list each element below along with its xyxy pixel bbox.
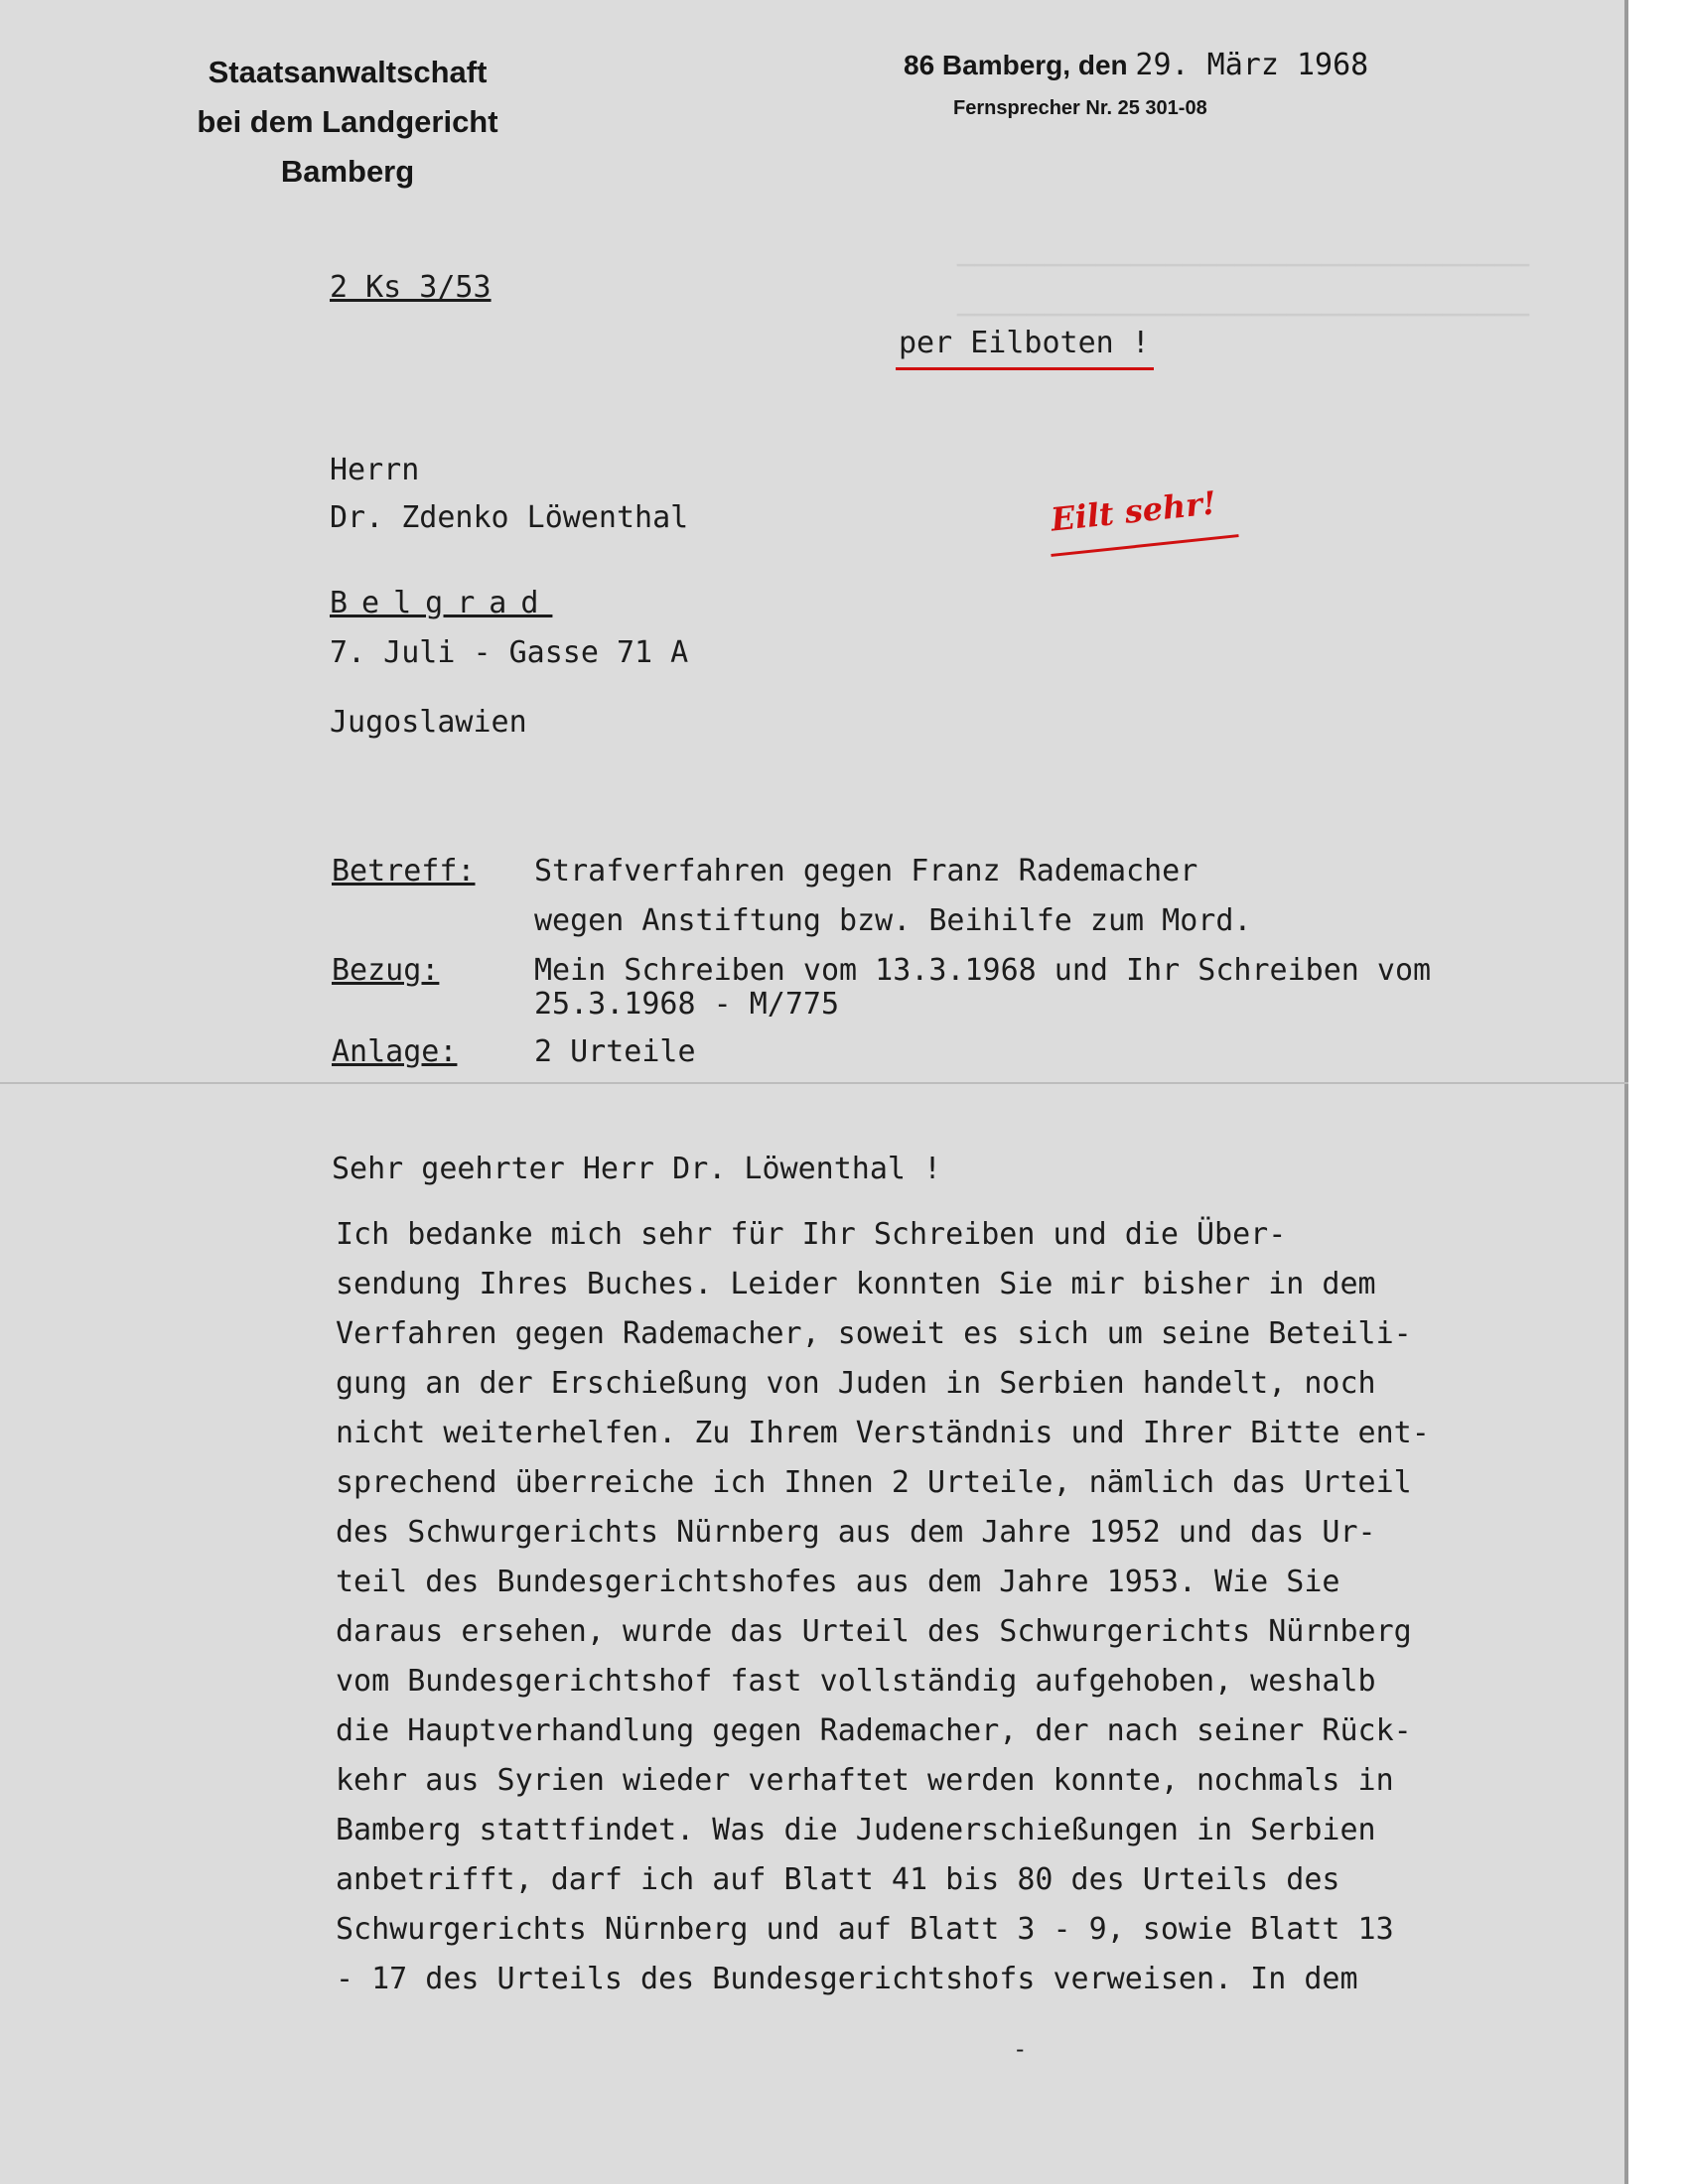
body-line: kehr aus Syrien wieder verhaftet werden konnte, nochmals in <box>336 1763 1394 1798</box>
body-line: Schwurgerichts Nürnberg und auf Blatt 3 - 9, sowie Blatt 13 <box>336 1912 1394 1947</box>
recipient-name: Dr. Zdenko Löwenthal <box>330 500 689 535</box>
recipient-salutation: Herrn <box>330 453 420 487</box>
body-line: sprechend überreiche ich Ihnen 2 Urteile, nämlich das Urteil <box>336 1465 1412 1500</box>
anlage-label: Anlage: <box>332 1034 458 1069</box>
body-line: - 17 des Urteils des Bundesgerichtshofs verweisen. In dem <box>336 1962 1358 1996</box>
body-line: Bamberg stattfindet. Was die Judenerschießungen in Serbien <box>336 1813 1376 1847</box>
body-line: sendung Ihres Buches. Leider konnten Sie mir bisher in dem <box>336 1267 1376 1301</box>
body-line: anbetrifft, darf ich auf Blatt 41 bis 80 des Urteils des <box>336 1862 1340 1897</box>
body-line: daraus ersehen, wurde das Urteil des Schwurgerichts Nürnberg <box>336 1614 1412 1649</box>
paper-fold <box>0 1082 1628 1084</box>
recipient-country: Jugoslawien <box>330 705 527 740</box>
letterhead-authority <box>149 48 546 197</box>
red-underline <box>1051 534 1238 557</box>
authority-line: Staatsanwaltschaft <box>208 55 488 89</box>
betreff-line: Strafverfahren gegen Franz Rademacher <box>534 854 1198 888</box>
reverse-side-show-through: ───────────────────────────────── ───────────────────────────────── <box>956 248 1529 332</box>
file-reference: 2 Ks 3/53 <box>330 270 492 305</box>
betreff-line: wegen Anstiftung bzw. Beihilfe zum Mord. <box>534 903 1252 938</box>
phone-number: Fernsprecher Nr. 25 301-08 <box>953 97 1207 119</box>
dateline <box>904 48 1368 82</box>
urgent-handwritten-note: Eilt sehr! <box>1049 483 1218 539</box>
authority-line: bei dem Landgericht <box>197 104 498 139</box>
authority-line: Bamberg <box>280 154 415 189</box>
body-line: die Hauptverhandlung gegen Rademacher, der nach seiner Rück- <box>336 1713 1412 1748</box>
body-line: des Schwurgerichts Nürnberg aus dem Jahre 1952 und das Ur- <box>336 1515 1376 1550</box>
betreff-label: Betreff: <box>332 854 476 888</box>
body-line: Ich bedanke mich sehr für Ihr Schreiben und die Über- <box>336 1217 1287 1252</box>
page-mark: - <box>1013 2035 1028 2063</box>
body-line: vom Bundesgerichtshof fast vollständig aufgehoben, weshalb <box>336 1664 1376 1699</box>
body-line: nicht weiterhelfen. Zu Ihrem Verständnis und Ihrer Bitte ent- <box>336 1416 1430 1450</box>
letter-date: 29. März 1968 <box>1135 48 1369 82</box>
bezug-line: 25.3.1968 - M/775 <box>534 987 840 1022</box>
greeting: Sehr geehrter Herr Dr. Löwenthal ! <box>332 1152 942 1186</box>
recipient-city: Belgrad <box>330 586 553 620</box>
body-line: gung an der Erschießung von Juden in Serbien handelt, noch <box>336 1366 1376 1401</box>
bezug-label: Bezug: <box>332 953 440 988</box>
delivery-note: per Eilboten ! <box>899 326 1150 360</box>
scan-margin <box>1628 0 1688 2184</box>
red-underline <box>896 367 1154 370</box>
place: 86 Bamberg, den <box>904 50 1128 80</box>
recipient-street: 7. Juli - Gasse 71 A <box>330 635 689 670</box>
body-line: Verfahren gegen Rademacher, soweit es sich um seine Beteili- <box>336 1316 1412 1351</box>
anlage-value: 2 Urteile <box>534 1034 696 1069</box>
bezug-line: Mein Schreiben vom 13.3.1968 und Ihr Schreiben vom <box>534 953 1432 988</box>
body-line: teil des Bundesgerichtshofes aus dem Jahre 1953. Wie Sie <box>336 1565 1340 1599</box>
